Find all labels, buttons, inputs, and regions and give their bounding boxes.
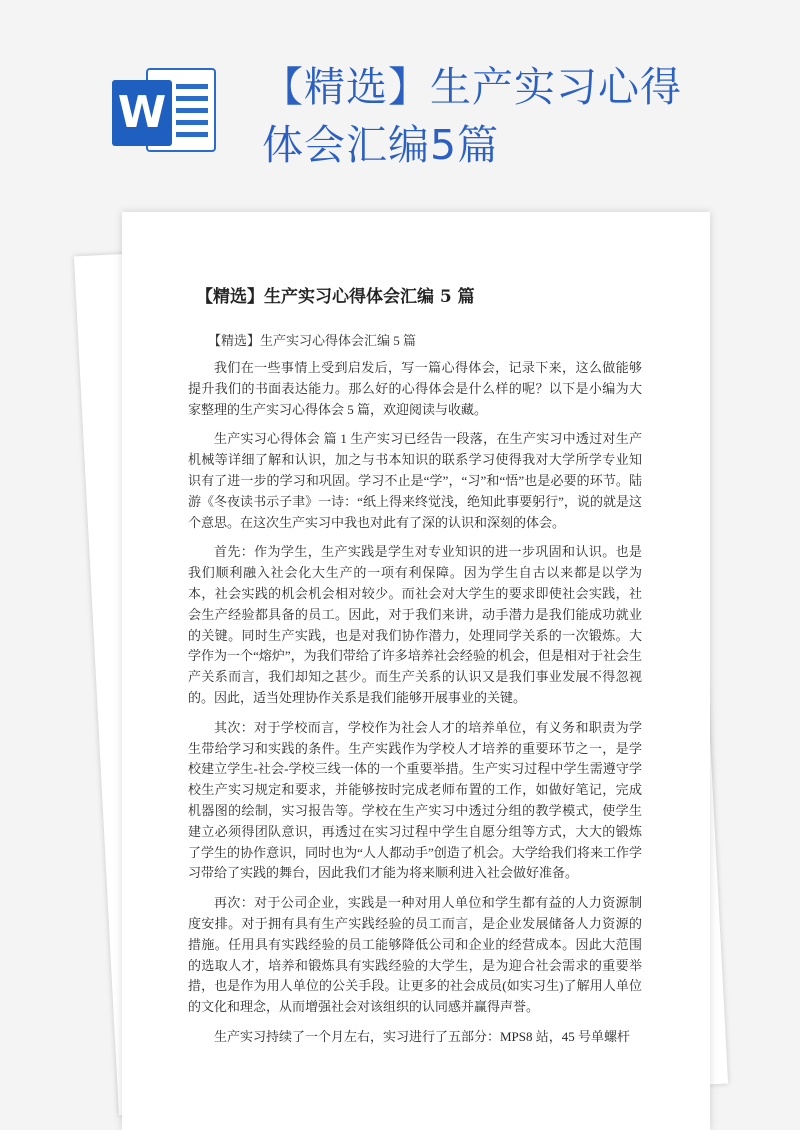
paragraph: 生产实习心得体会 篇 1 生产实习已经告一段落，在生产实习中透过对生产机械等详细了解和认识，加之与书本知识的联系学习使得我对大学所学专业知识有了进一步的学习和巩固。学习不止是“学”，“习”和“悟”也是必要的环节。陆游《冬夜读书示子聿》一诗：“纸上得来终觉浅，绝知此事要躬行”，说的就是这个意思。在这次生产实习中我也对此有了深的认识和深刻的体会。 xyxy=(188,431,642,530)
word-letter-badge: W xyxy=(112,80,172,146)
paragraph: 再次：对于公司企业，实践是一种对用人单位和学生都有益的人力资源制度安排。对于拥有具有生产实践经验的员工而言，是企业发展储备人力资源的措施。任用具有实践经验的员工能够降低公司和企业的经营成本。因此大范围的选取人才，培养和锻炼具有实践经验的大学生，是为迎合社会需求的重要举措，也是作为用人单位的公关手段。让更多的社会成员(如实习生)了解用人单位的文化和理念，从而增强社会对该组织的认同感并赢得声誉。 xyxy=(188,895,642,1015)
banner xyxy=(0,0,800,200)
banner-title-line1: 【精选】生产实习心得 xyxy=(262,63,682,111)
paragraph: 其次：对于学校而言，学校作为社会人才的培养单位，有义务和职责为学生带给学习和实践的条件。生产实践作为学校人才培养的重要环节之一，是学校建立学生-社会-学校三线一体的一个重要举措。生产实习过程中学生需遵守学校生产实习规定和要求，并能够按时完成老师布置的工作，如做好笔记，完成机器图的绘制，实习报告等。学校在生产实习中透过分组的教学模式，使学生建立必须得团队意识，再透过在实习过程中学生自愿分组等方式，大大的锻炼了学生的协作意识，同时也为“人人都动手”创造了机会。大学给我们将来工作学习带给了实践的舞台，因此我们才能为将来顺利进入社会做好准备。 xyxy=(188,719,642,881)
paragraph: 首先：作为学生，生产实践是学生对专业知识的进一步巩固和认识。也是我们顺利融入社会化大生产的一项有利保障。因为学生自古以来都是以学为本，社会实践的机会机会相对较少。而社会对大学生的要求即使社会实践，社会生产经验都具备的员工。因此，对于我们来讲，动手潜力是我们能成功就业的关键。同时生产实践，也是对我们协作潜力，处理同学关系的一次锻炼。大学作为一个“熔炉”，为我们带给了许多培养社会经验的机会，但是相对于社会生产关系而言，我们却知之甚少。而生产关系的认识又是我们事业发展不得忽视的。因此，适当处理协作关系是我们能够开展事业的关键。 xyxy=(188,544,642,705)
paragraph: 生产实习持续了一个月左右，实习进行了五部分：MPS8 站，45 号单螺杆 xyxy=(214,1028,631,1044)
word-document-icon xyxy=(112,62,216,158)
document-title: 【精选】生产实习心得体会汇编 5 篇 xyxy=(196,287,475,307)
banner-title-line2: 体会汇编5篇 xyxy=(262,121,500,169)
banner-title xyxy=(262,58,782,174)
document-body xyxy=(188,358,642,1057)
paragraph: 我们在一些事情上受到启发后，写一篇心得体会，记录下来，这么做能够提升我们的书面表达能力。那么好的心得体会是什么样的呢？以下是小编为大家整理的生产实习心得体会 5 篇，欢迎阅读与收藏。 xyxy=(188,360,642,417)
document-page xyxy=(122,212,710,1130)
document-subtitle: 【精选】生产实习心得体会汇编 5 篇 xyxy=(208,333,417,348)
